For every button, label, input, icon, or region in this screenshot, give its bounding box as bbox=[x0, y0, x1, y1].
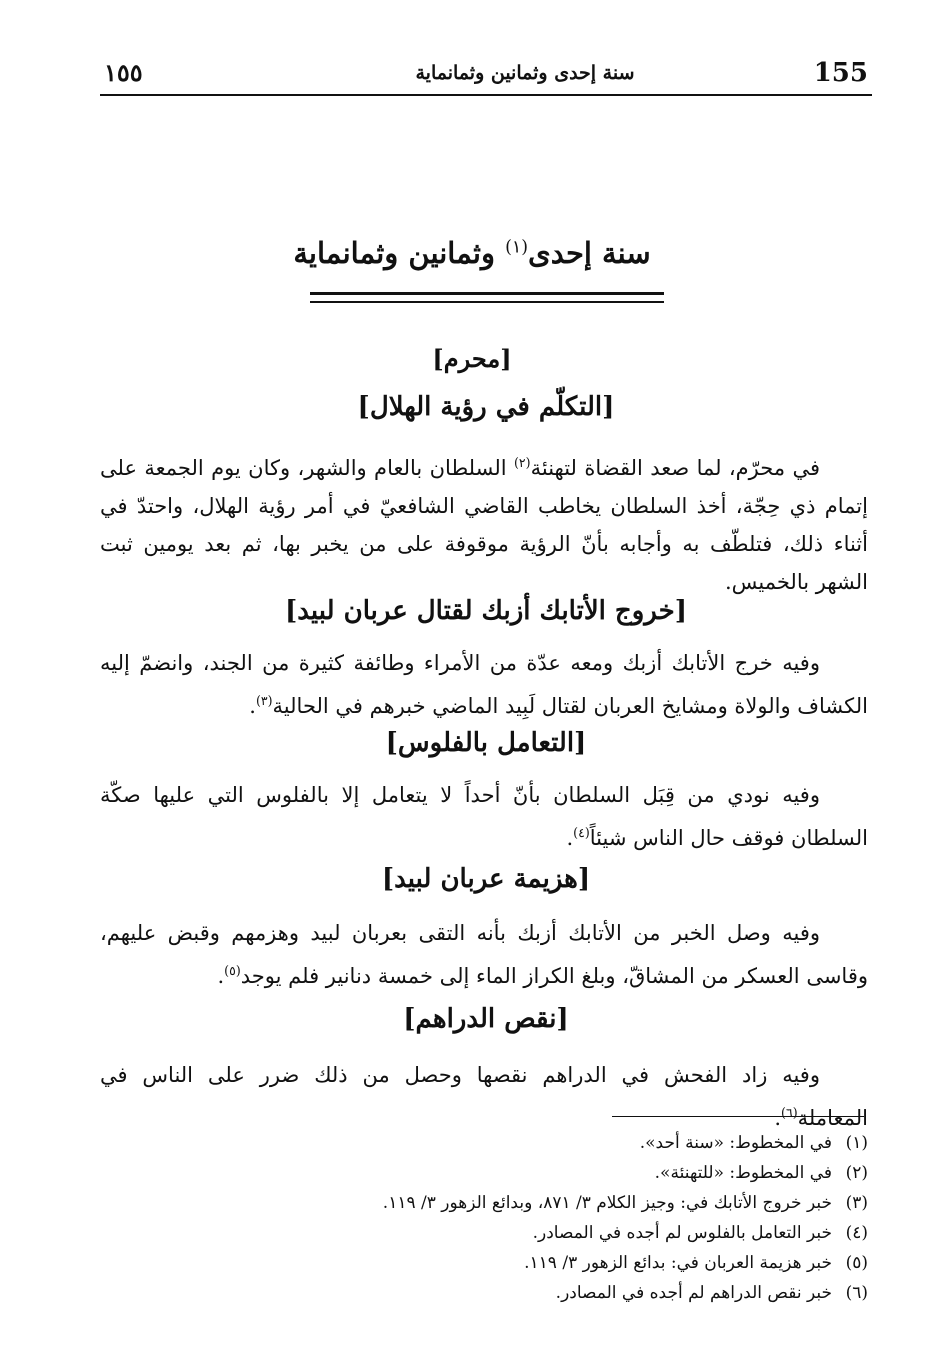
paragraph-text: . bbox=[774, 1106, 782, 1130]
section-paragraph bbox=[100, 914, 868, 995]
footnote-item bbox=[200, 1188, 868, 1218]
paragraph-text: وفيه وصل الخبر من الأتابك أزبك بأنه التقى بعربان لبيد وهزمهم وقبض عليهم، وقاسى العسكر من المشاقّ، وبلغ الكراز الماء إلى خمسة دنانير فلم يوجد bbox=[100, 921, 868, 988]
paragraph-text: وفيه خرج الأتابك أزبك ومعه عدّة من الأمراء وطائفة كثيرة من الجند، وانضمّ إليه الكشاف والولاة ومشايخ العربان لقتال لَبِيد الماضي خبرهم في الحالية bbox=[100, 651, 868, 718]
paragraph-text: . bbox=[217, 964, 225, 988]
chapter-title-end: وثمانين وثمانماية bbox=[293, 236, 506, 270]
footnote-ref: (٦) bbox=[781, 1105, 798, 1120]
section-title: [خروج الأتابك أزبك لقتال عربان لبيد] bbox=[284, 596, 687, 626]
month-heading: [محرم] bbox=[432, 344, 512, 373]
footnote-number: (٤) bbox=[845, 1223, 868, 1243]
running-title: سنة إحدى وثمانين وثمانماية bbox=[415, 62, 635, 84]
footnote-ref: (٥) bbox=[224, 963, 241, 978]
section-title: [التكلّم في رؤية الهلال] bbox=[357, 392, 615, 422]
footnote-number: (٢) bbox=[845, 1163, 868, 1183]
footnote-ref: (٢) bbox=[513, 455, 531, 470]
paragraph-text: في محرّم، لما صعد القضاة لتهنئة bbox=[530, 456, 820, 480]
section-title: [هزيمة عربان لبيد] bbox=[381, 864, 591, 894]
footnote-separator bbox=[612, 1116, 864, 1117]
page-number-latin: 155 bbox=[813, 58, 868, 88]
footnote-item bbox=[200, 1248, 868, 1278]
section-paragraph bbox=[100, 644, 868, 725]
footnote-ref: (٤) bbox=[573, 825, 590, 840]
footnote-text: في المخطوط: «للتهنئة». bbox=[654, 1163, 832, 1183]
section-paragraph bbox=[100, 444, 868, 601]
paragraph-text: وفيه زاد الفحش في الدراهم نقصها وحصل من ذلك ضرر على الناس في المعاملة bbox=[100, 1063, 868, 1130]
footnote-number: (٥) bbox=[845, 1253, 868, 1273]
footnote-text: خبر خروج الأتابك في: وجيز الكلام ٣/ ٨٧١، وبدائع الزهور ٣/ ١١٩. bbox=[382, 1193, 832, 1213]
footnote-text: خبر هزيمة العربان في: بدائع الزهور ٣/ ١١٩. bbox=[524, 1253, 832, 1273]
footnote-text: خبر نقص الدراهم لم أجده في المصادر. bbox=[555, 1283, 832, 1303]
chapter-title bbox=[200, 236, 744, 270]
chapter-title-start: سنة إحدى bbox=[528, 236, 651, 270]
page-number-arabic: ١٥٥ bbox=[104, 58, 143, 87]
footnote-number: (٦) bbox=[845, 1283, 868, 1303]
section-title: [التعامل بالفلوس] bbox=[385, 728, 587, 758]
footnotes bbox=[200, 1128, 868, 1308]
paragraph-text: وفيه نودي من قِبَل السلطان بأنّ أحداً لا يتعامل إلا بالفلوس التي عليها صكّة السلطان فوقف حال الناس شيئاً bbox=[100, 783, 868, 850]
footnote-number: (١) bbox=[845, 1133, 868, 1153]
footnote-text: خبر التعامل بالفلوس لم أجده في المصادر. bbox=[532, 1223, 832, 1243]
paragraph-text: السلطان بالعام والشهر، وكان يوم الجمعة على إتمام ذي حِجّة، أخذ السلطان يخاطب القاضي الشافعيّ في أمر رؤية الهلال، واحتدّ في أثناء ذلك، فتلطّف به وأجابه بأنّ الرؤية موقوفة على من يخبر بها، ثم بعد يومين ثبت الشهر بالخميس. bbox=[100, 456, 868, 594]
footnote-item bbox=[200, 1128, 868, 1158]
running-header bbox=[100, 58, 872, 96]
section-paragraph bbox=[100, 776, 868, 857]
footnote-item bbox=[200, 1218, 868, 1248]
paragraph-text: . bbox=[249, 694, 256, 718]
footnote-number: (٣) bbox=[845, 1193, 868, 1213]
footnote-item bbox=[200, 1278, 868, 1308]
footnote-text: في المخطوط: «سنة أحد». bbox=[639, 1133, 832, 1153]
section-paragraph bbox=[100, 1056, 868, 1137]
paragraph-text: . bbox=[566, 826, 574, 850]
footnote-ref: (٣) bbox=[255, 693, 273, 708]
footnote-item bbox=[200, 1158, 868, 1188]
section-title: [نقص الدراهم] bbox=[403, 1004, 569, 1034]
footnote-ref: (١) bbox=[505, 237, 529, 258]
title-double-rule bbox=[310, 292, 664, 303]
